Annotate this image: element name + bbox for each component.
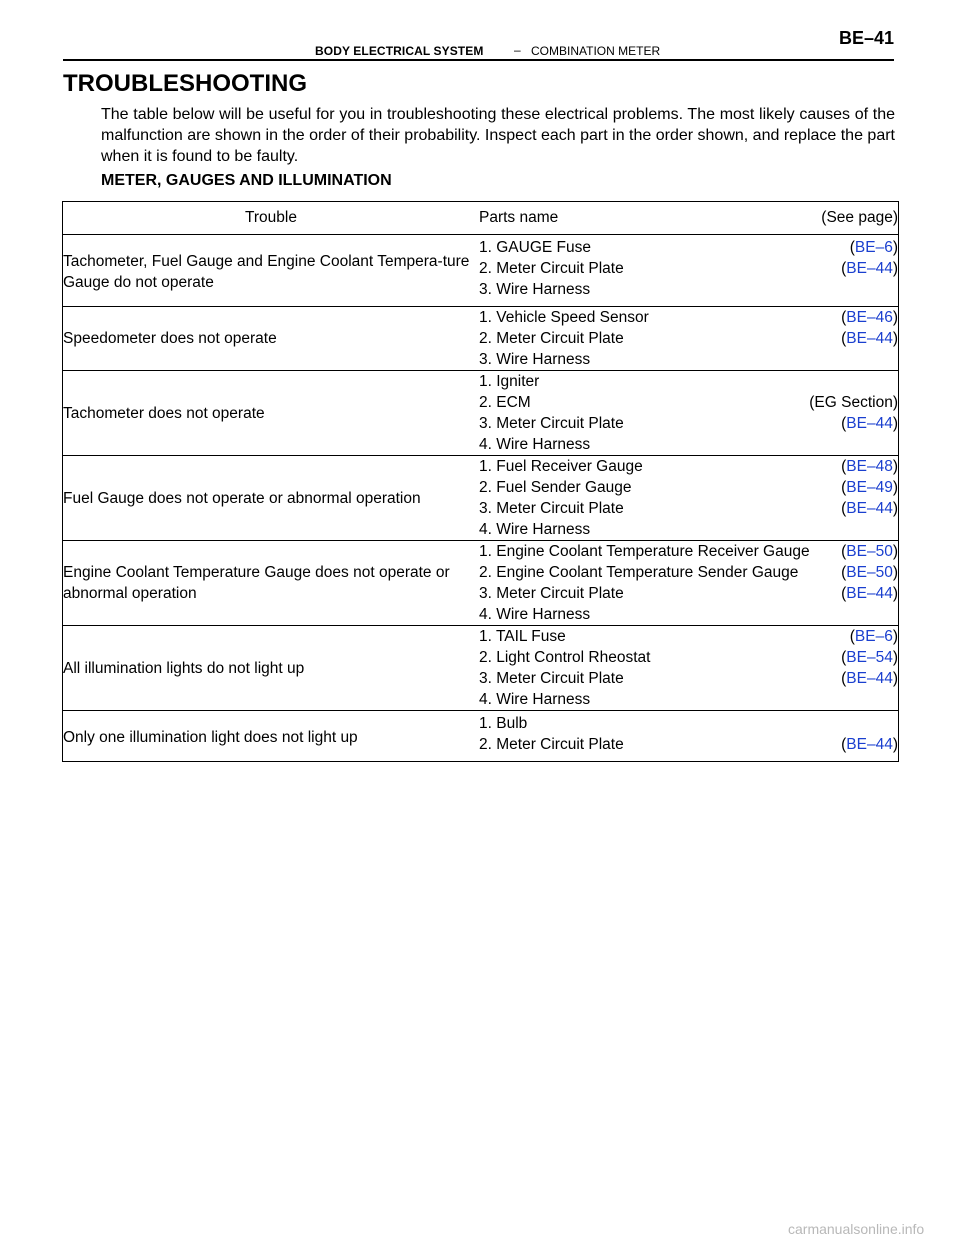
parts-cell (479, 235, 899, 307)
page-heading: TROUBLESHOOTING (63, 70, 307, 97)
part-page-reference: (BE–48) (841, 458, 898, 475)
page-reference-link[interactable]: BE–44 (846, 736, 893, 753)
trouble-cell: Fuel Gauge does not operate or abnormal operation (63, 456, 480, 541)
part-name: 3. Meter Circuit Plate (479, 670, 624, 687)
trouble-cell: Engine Coolant Temperature Gauge does not operate or abnormal operation (63, 541, 480, 626)
part-page-reference: (BE–6) (849, 239, 898, 256)
part-name: 1. TAIL Fuse (479, 628, 566, 645)
page-reference-link[interactable]: BE–6 (854, 239, 893, 256)
page-reference-link[interactable]: BE–46 (846, 309, 893, 326)
page-reference-link[interactable]: BE–44 (846, 585, 893, 602)
header-subsection-title: COMBINATION METER (531, 44, 661, 58)
page-reference-link[interactable]: BE–49 (846, 479, 893, 496)
part-name: 2. ECM (479, 394, 531, 411)
table-subheading: METER, GAUGES AND ILLUMINATION (101, 172, 392, 189)
table-row (63, 307, 899, 371)
table-row (63, 711, 899, 762)
part-item (479, 583, 898, 604)
header-rule (63, 59, 894, 61)
part-name: 4. Wire Harness (479, 436, 591, 453)
part-item (479, 604, 898, 625)
part-section-reference: (EG Section) (809, 394, 898, 411)
part-page-reference: (BE–44) (841, 500, 898, 517)
part-item (479, 626, 898, 647)
parts-cell (479, 371, 899, 456)
parts-cell (479, 711, 899, 762)
part-item (479, 258, 898, 279)
part-page-reference: (BE–54) (841, 649, 898, 666)
part-name: 1. Vehicle Speed Sensor (479, 309, 649, 326)
part-name: 3. Meter Circuit Plate (479, 415, 624, 432)
part-name: 2. Meter Circuit Plate (479, 260, 624, 277)
part-name: 2. Light Control Rheostat (479, 649, 651, 666)
parts-cell (479, 307, 899, 371)
part-name: 4. Wire Harness (479, 606, 591, 623)
part-item (479, 413, 898, 434)
part-name: 2. Meter Circuit Plate (479, 736, 624, 753)
intro-paragraph: The table below will be useful for you in troubleshooting these electrical problems. The most likely causes of the malfunction are shown in the order of their probability. Inspect each part in the order shown, and replace the part when it is found to be faulty. (101, 106, 895, 165)
part-item (479, 541, 898, 562)
page-reference-link[interactable]: BE–48 (846, 458, 893, 475)
trouble-cell: Only one illumination light does not light up (63, 711, 480, 762)
part-name: 4. Wire Harness (479, 691, 591, 708)
part-item (479, 456, 898, 477)
part-page-reference: (BE–50) (841, 543, 898, 560)
part-page-reference: (BE–44) (841, 585, 898, 602)
watermark: carmanualsonline.info (788, 1221, 925, 1237)
part-name: 1. Bulb (479, 715, 528, 732)
part-page-reference: (BE–44) (841, 415, 898, 432)
part-page-reference: (BE–46) (841, 309, 898, 326)
trouble-cell: All illumination lights do not light up (63, 626, 480, 711)
page-header (63, 28, 894, 60)
troubleshooting-table (62, 201, 899, 762)
table-row (63, 541, 899, 626)
part-item (479, 519, 898, 540)
part-item (479, 562, 898, 583)
part-name: 1. Igniter (479, 373, 540, 390)
part-item (479, 647, 898, 668)
page-reference-link[interactable]: BE–44 (846, 500, 893, 517)
table-body (63, 235, 899, 762)
part-item (479, 328, 898, 349)
table-row (63, 371, 899, 456)
page-reference-link[interactable]: BE–50 (846, 543, 893, 560)
part-item (479, 307, 898, 328)
column-header-parts-name: Parts name (479, 209, 559, 226)
part-item (479, 371, 898, 392)
part-name: 4. Wire Harness (479, 521, 591, 538)
column-header-see-page: (See page) (821, 209, 898, 226)
part-page-reference: (BE–44) (841, 330, 898, 347)
part-name: 3. Meter Circuit Plate (479, 585, 624, 602)
page-reference-link[interactable]: BE–50 (846, 564, 893, 581)
part-page-reference: (BE–44) (841, 670, 898, 687)
part-name: 3. Wire Harness (479, 281, 591, 298)
page-reference-link[interactable]: BE–44 (846, 670, 893, 687)
part-item (479, 279, 898, 300)
part-item (479, 498, 898, 519)
part-name: 2. Fuel Sender Gauge (479, 479, 632, 496)
table-row (63, 456, 899, 541)
parts-cell (479, 541, 899, 626)
part-item (479, 689, 898, 710)
part-name: 1. GAUGE Fuse (479, 239, 591, 256)
page-number: BE–41 (838, 28, 894, 48)
part-page-reference: (BE–50) (841, 564, 898, 581)
part-page-reference: (BE–44) (841, 260, 898, 277)
page-reference-link[interactable]: BE–54 (846, 649, 893, 666)
header-separator: – (514, 43, 521, 57)
table-row (63, 626, 899, 711)
part-item (479, 477, 898, 498)
part-item (479, 434, 898, 455)
part-page-reference: (BE–44) (841, 736, 898, 753)
part-item (479, 713, 898, 734)
page-reference-link[interactable]: BE–6 (854, 628, 893, 645)
part-item (479, 734, 898, 755)
part-item (479, 237, 898, 258)
part-item (479, 392, 898, 413)
page-reference-link[interactable]: BE–44 (846, 330, 893, 347)
trouble-cell: Tachometer, Fuel Gauge and Engine Coolant Tempera-ture Gauge do not operate (63, 235, 480, 307)
part-item (479, 349, 898, 370)
page-reference-link[interactable]: BE–44 (846, 260, 893, 277)
part-page-reference: (BE–6) (849, 628, 898, 645)
column-header-parts (479, 202, 899, 235)
table-header-row (63, 202, 899, 235)
part-name: 2. Meter Circuit Plate (479, 330, 624, 347)
part-name: 3. Wire Harness (479, 351, 591, 368)
part-page-reference: (BE–49) (841, 479, 898, 496)
table-row (63, 235, 899, 307)
part-item (479, 668, 898, 689)
part-name: 3. Meter Circuit Plate (479, 500, 624, 517)
part-name: 1. Engine Coolant Temperature Receiver Gauge (479, 543, 810, 560)
header-section-title: BODY ELECTRICAL SYSTEM (315, 44, 484, 58)
column-header-trouble: Trouble (63, 202, 480, 235)
page-reference-link[interactable]: BE–44 (846, 415, 893, 432)
parts-cell (479, 456, 899, 541)
parts-cell (479, 626, 899, 711)
part-name: 2. Engine Coolant Temperature Sender Gauge (479, 564, 799, 581)
part-name: 1. Fuel Receiver Gauge (479, 458, 643, 475)
trouble-cell: Tachometer does not operate (63, 371, 480, 456)
trouble-cell: Speedometer does not operate (63, 307, 480, 371)
